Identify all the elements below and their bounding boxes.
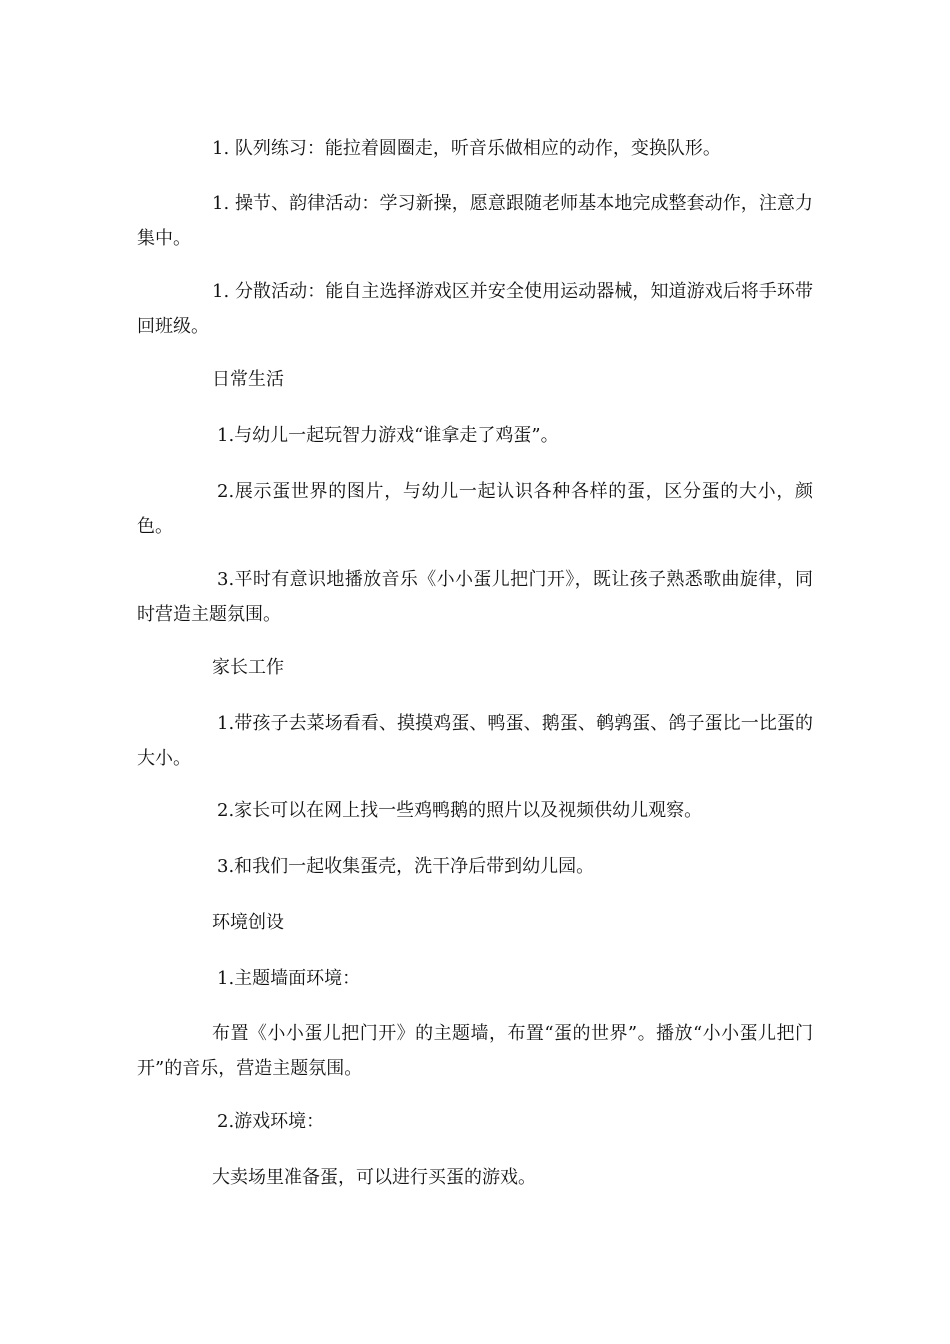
paragraph-parent-work-3: 3.和我们一起收集蛋壳，洗干净后带到幼儿园。 [217,856,595,877]
section-heading-parent-work: 家长工作 [212,657,284,678]
paragraph-free-activity: 1. 分散活动：能自主选择游戏区并安全使用运动器械，知道游戏后将手环带回班级。 [137,281,813,337]
paragraph-parent-work-2: 2.家长可以在网上找一些鸡鸭鹅的照片以及视频供幼儿观察。 [217,800,703,821]
paragraph-daily-life-3: 3.平时有意识地播放音乐《小小蛋儿把门开》，既让孩子熟悉歌曲旋律，同时营造主题氛围。 [137,569,813,625]
paragraph-daily-life-1: 1.与幼儿一起玩智力游戏“谁拿走了鸡蛋”。 [217,425,559,446]
paragraph-formation-practice: 1. 队列练习：能拉着圆圈走，听音乐做相应的动作，变换队形。 [212,138,721,159]
paragraph-environment-theme-wall: 布置《小小蛋儿把门开》的主题墙，布置“蛋的世界”。播放“小小蛋儿把门开”的音乐，营造主题氛围。 [137,1023,813,1079]
paragraph-parent-work-1: 1.带孩子去菜场看看、摸摸鸡蛋、鸭蛋、鹅蛋、鹌鹑蛋、鸽子蛋比一比蛋的大小。 [137,713,813,769]
paragraph-environment-game: 大卖场里准备蛋，可以进行买蛋的游戏。 [212,1167,536,1188]
paragraph-environment-2: 2.游戏环境： [217,1111,325,1132]
section-heading-environment: 环境创设 [212,912,284,933]
section-heading-daily-life: 日常生活 [212,369,284,390]
paragraph-rhythm-activity: 1. 操节、韵律活动：学习新操，愿意跟随老师基本地完成整套动作，注意力集中。 [137,193,813,249]
paragraph-daily-life-2: 2.展示蛋世界的图片，与幼儿一起认识各种各样的蛋，区分蛋的大小，颜色。 [137,481,813,537]
paragraph-environment-1: 1.主题墙面环境： [217,968,361,989]
